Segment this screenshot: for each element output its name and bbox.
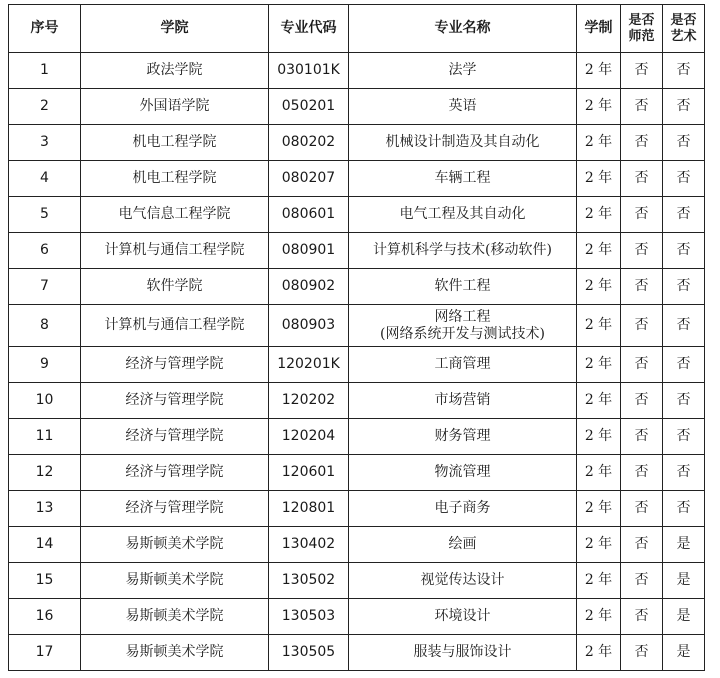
cell-years: 2 年	[577, 269, 621, 305]
cell-major	[349, 125, 577, 161]
cell-major	[349, 89, 577, 125]
cell-normal: 否	[621, 419, 663, 455]
cell-code: 130502	[269, 563, 349, 599]
cell-normal: 否	[621, 89, 663, 125]
cell-index: 6	[9, 233, 81, 269]
cell-index: 11	[9, 419, 81, 455]
cell-major	[349, 53, 577, 89]
cell-major	[349, 233, 577, 269]
table-row	[9, 635, 705, 671]
cell-major	[349, 347, 577, 383]
major-name-line: 物流管理	[434, 464, 491, 480]
cell-art: 否	[663, 419, 705, 455]
cell-art: 否	[663, 269, 705, 305]
cell-college: 经济与管理学院	[81, 347, 269, 383]
cell-art: 是	[663, 635, 705, 671]
cell-index: 4	[9, 161, 81, 197]
cell-major	[349, 305, 577, 347]
cell-art: 否	[663, 125, 705, 161]
cell-art: 否	[663, 383, 705, 419]
cell-college: 易斯顿美术学院	[81, 635, 269, 671]
cell-index: 10	[9, 383, 81, 419]
cell-normal: 否	[621, 527, 663, 563]
cell-code: 080901	[269, 233, 349, 269]
cell-major	[349, 527, 577, 563]
header-normal	[621, 5, 663, 53]
table-row	[9, 53, 705, 89]
header-normal-line1: 是否	[628, 12, 655, 28]
major-name-line: 电子商务	[434, 500, 491, 516]
cell-code: 120204	[269, 419, 349, 455]
cell-normal: 否	[621, 125, 663, 161]
major-name-line: 法学	[448, 62, 477, 78]
cell-code: 120202	[269, 383, 349, 419]
table-row	[9, 383, 705, 419]
cell-years: 2 年	[577, 161, 621, 197]
cell-code: 130503	[269, 599, 349, 635]
table-row	[9, 347, 705, 383]
cell-college: 经济与管理学院	[81, 491, 269, 527]
cell-art: 是	[663, 599, 705, 635]
cell-normal: 否	[621, 347, 663, 383]
cell-years: 2 年	[577, 125, 621, 161]
cell-major	[349, 161, 577, 197]
cell-normal: 否	[621, 305, 663, 347]
cell-normal: 否	[621, 269, 663, 305]
cell-college: 政法学院	[81, 53, 269, 89]
cell-code: 130505	[269, 635, 349, 671]
cell-normal: 否	[621, 233, 663, 269]
table-row	[9, 197, 705, 233]
cell-normal: 否	[621, 161, 663, 197]
cell-years: 2 年	[577, 527, 621, 563]
cell-index: 16	[9, 599, 81, 635]
cell-art: 否	[663, 233, 705, 269]
cell-college: 计算机与通信工程学院	[81, 233, 269, 269]
cell-code: 080207	[269, 161, 349, 197]
major-name-line: 车辆工程	[434, 170, 491, 186]
cell-normal: 否	[621, 491, 663, 527]
cell-college: 电气信息工程学院	[81, 197, 269, 233]
major-name-line: 机械设计制造及其自动化	[385, 134, 540, 150]
cell-index: 7	[9, 269, 81, 305]
cell-college: 机电工程学院	[81, 125, 269, 161]
table-row	[9, 599, 705, 635]
major-name-line: 财务管理	[434, 428, 491, 444]
cell-college: 外国语学院	[81, 89, 269, 125]
header-art-line2: 艺术	[670, 28, 697, 44]
cell-major	[349, 635, 577, 671]
cell-art: 否	[663, 347, 705, 383]
cell-index: 9	[9, 347, 81, 383]
cell-major	[349, 599, 577, 635]
table-row	[9, 563, 705, 599]
cell-college: 经济与管理学院	[81, 419, 269, 455]
cell-major	[349, 269, 577, 305]
cell-index: 14	[9, 527, 81, 563]
cell-code: 080601	[269, 197, 349, 233]
cell-art: 否	[663, 305, 705, 347]
header-years: 学制	[577, 5, 621, 53]
table-row	[9, 419, 705, 455]
major-name-line: 计算机科学与技术(移动软件)	[373, 242, 552, 258]
header-index: 序号	[9, 5, 81, 53]
cell-art: 否	[663, 455, 705, 491]
cell-college: 易斯顿美术学院	[81, 563, 269, 599]
cell-years: 2 年	[577, 419, 621, 455]
cell-normal: 否	[621, 635, 663, 671]
cell-years: 2 年	[577, 599, 621, 635]
cell-code: 120201K	[269, 347, 349, 383]
cell-code: 050201	[269, 89, 349, 125]
cell-years: 2 年	[577, 197, 621, 233]
major-name-line: 服装与服饰设计	[413, 644, 512, 660]
majors-table	[8, 4, 705, 671]
table-row	[9, 305, 705, 347]
cell-normal: 否	[621, 53, 663, 89]
cell-major	[349, 563, 577, 599]
cell-years: 2 年	[577, 383, 621, 419]
cell-code: 080903	[269, 305, 349, 347]
header-art-line1: 是否	[670, 12, 697, 28]
header-code: 专业代码	[269, 5, 349, 53]
table-row	[9, 491, 705, 527]
cell-years: 2 年	[577, 455, 621, 491]
cell-index: 1	[9, 53, 81, 89]
header-normal-line2: 师范	[628, 28, 655, 44]
cell-normal: 否	[621, 455, 663, 491]
major-name-line: 环境设计	[434, 608, 491, 624]
table-row	[9, 233, 705, 269]
cell-college: 软件学院	[81, 269, 269, 305]
cell-years: 2 年	[577, 491, 621, 527]
major-name-line: (网络系统开发与测试技术)	[380, 325, 545, 342]
cell-index: 5	[9, 197, 81, 233]
cell-college: 经济与管理学院	[81, 455, 269, 491]
cell-normal: 否	[621, 197, 663, 233]
table-row	[9, 527, 705, 563]
cell-art: 否	[663, 161, 705, 197]
major-name-line: 软件工程	[434, 278, 491, 294]
cell-code: 120801	[269, 491, 349, 527]
cell-index: 15	[9, 563, 81, 599]
cell-index: 2	[9, 89, 81, 125]
cell-years: 2 年	[577, 53, 621, 89]
table-body	[9, 53, 705, 671]
header-row	[9, 5, 705, 53]
cell-code: 080202	[269, 125, 349, 161]
header-college: 学院	[81, 5, 269, 53]
cell-major	[349, 383, 577, 419]
cell-index: 3	[9, 125, 81, 161]
cell-years: 2 年	[577, 563, 621, 599]
table-row	[9, 161, 705, 197]
cell-normal: 否	[621, 599, 663, 635]
cell-college: 计算机与通信工程学院	[81, 305, 269, 347]
cell-code: 030101K	[269, 53, 349, 89]
cell-normal: 否	[621, 383, 663, 419]
cell-years: 2 年	[577, 89, 621, 125]
cell-major	[349, 419, 577, 455]
cell-major	[349, 455, 577, 491]
cell-years: 2 年	[577, 305, 621, 347]
cell-art: 否	[663, 197, 705, 233]
cell-years: 2 年	[577, 635, 621, 671]
cell-years: 2 年	[577, 347, 621, 383]
major-name-line: 视觉传达设计	[420, 572, 505, 588]
table-row	[9, 125, 705, 161]
cell-art: 否	[663, 53, 705, 89]
cell-art: 是	[663, 563, 705, 599]
cell-college: 经济与管理学院	[81, 383, 269, 419]
major-name-line: 电气工程及其自动化	[399, 206, 526, 222]
cell-code: 130402	[269, 527, 349, 563]
cell-college: 易斯顿美术学院	[81, 599, 269, 635]
cell-art: 否	[663, 491, 705, 527]
cell-major	[349, 197, 577, 233]
cell-index: 17	[9, 635, 81, 671]
cell-art: 否	[663, 89, 705, 125]
major-name-line: 绘画	[448, 536, 477, 552]
cell-code: 080902	[269, 269, 349, 305]
cell-college: 易斯顿美术学院	[81, 527, 269, 563]
cell-index: 8	[9, 305, 81, 347]
cell-major	[349, 491, 577, 527]
table-row	[9, 269, 705, 305]
cell-code: 120601	[269, 455, 349, 491]
cell-normal: 否	[621, 563, 663, 599]
major-name-line: 网络工程	[434, 308, 491, 325]
table-row	[9, 89, 705, 125]
header-major: 专业名称	[349, 5, 577, 53]
major-name-line: 市场营销	[434, 392, 491, 408]
cell-years: 2 年	[577, 233, 621, 269]
header-art	[663, 5, 705, 53]
cell-index: 13	[9, 491, 81, 527]
major-name-line: 工商管理	[434, 356, 491, 372]
table-row	[9, 455, 705, 491]
cell-college: 机电工程学院	[81, 161, 269, 197]
cell-index: 12	[9, 455, 81, 491]
cell-art: 是	[663, 527, 705, 563]
major-name-line: 英语	[448, 98, 477, 114]
